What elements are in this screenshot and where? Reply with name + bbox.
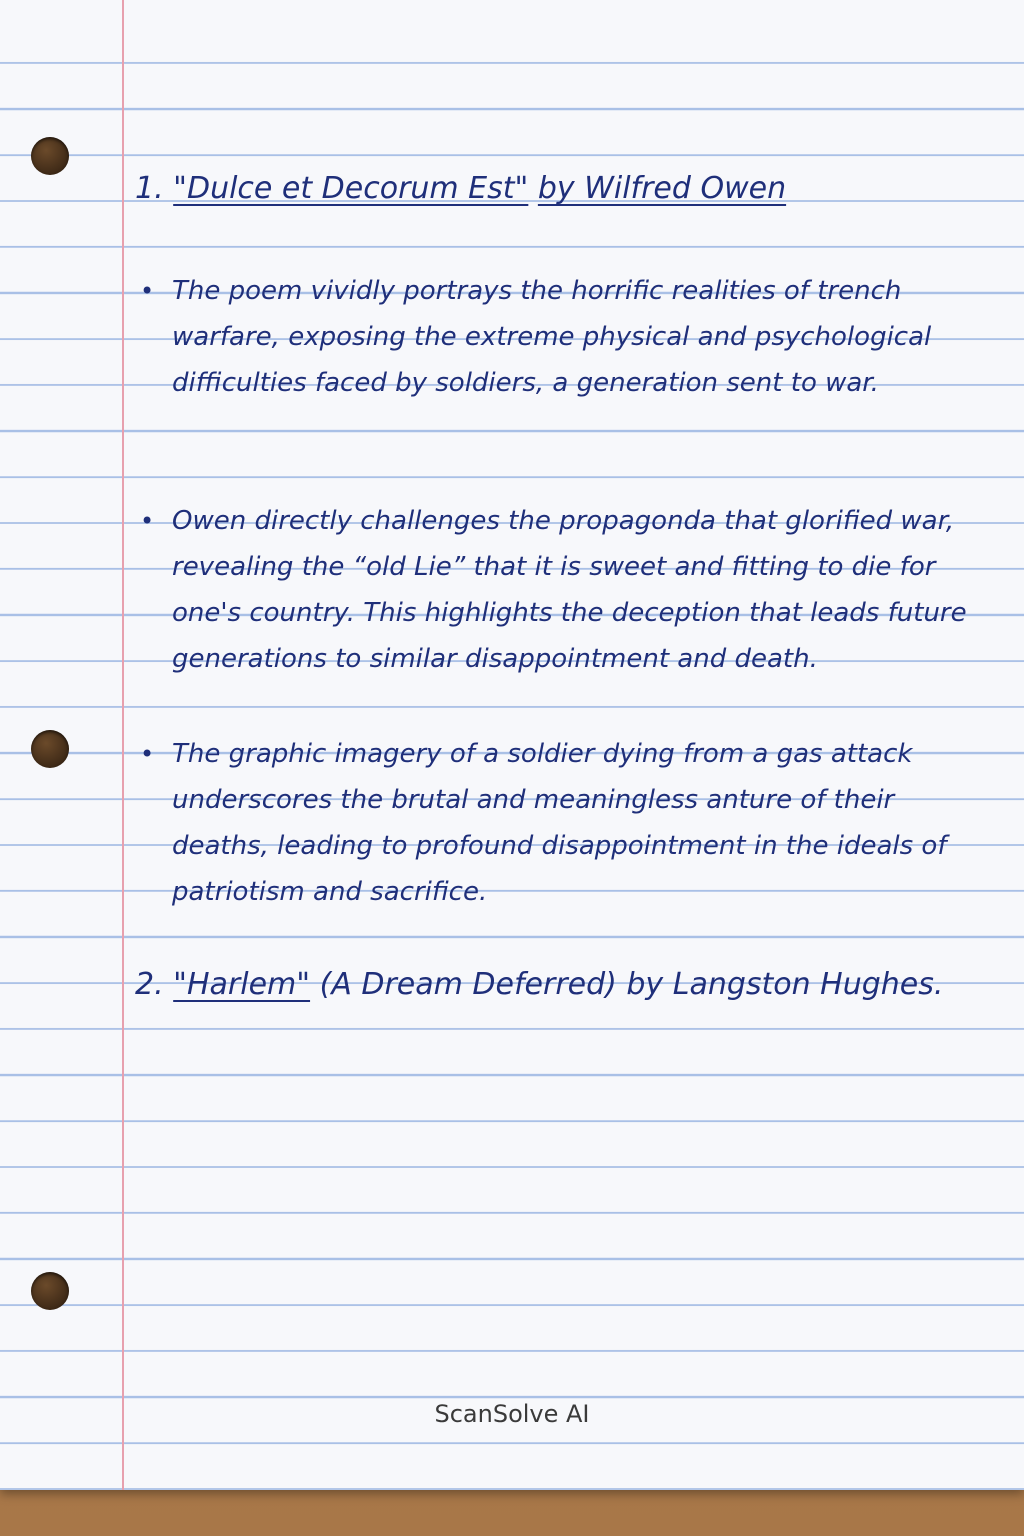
bullet-dot: • — [140, 507, 155, 535]
punch-hole — [31, 730, 69, 768]
section-2-number: 2. — [135, 967, 164, 1002]
bullet-text: The poem vividly portrays the horrific realities of trench warfare, exposing the extreme physical and psychological difficulties faced by soldiers, a generation sent to war. — [172, 276, 932, 398]
bullet-text: Owen directly challenges the propagonda that glorified war, revealing the “old Lie” that it is sweet and fitting to die for one's country. This highlights the deception that leads future generations to similar disappointment and death. — [172, 506, 967, 674]
section-2-heading — [135, 962, 943, 1008]
punch-hole — [31, 1272, 69, 1310]
bullet-dot: • — [140, 740, 155, 768]
punch-hole — [31, 137, 69, 175]
section-1-heading — [135, 166, 786, 212]
margin-line — [122, 0, 124, 1490]
section-2-rest: (A Dream Deferred) by Langston Hughes. — [319, 967, 944, 1002]
section-1-title: "Dulce et Decorum Est" — [173, 171, 529, 206]
bullet-text: The graphic imagery of a soldier dying from a gas attack underscores the brutal and meaningless anture of their deaths, leading to profound disappointment in the ideals of patriotism and sacrifice. — [172, 739, 947, 907]
section-1-number: 1. — [135, 171, 164, 206]
section-2-title: "Harlem" — [173, 967, 311, 1002]
bullet-dot: • — [140, 277, 155, 305]
footer-watermark: ScanSolve AI — [434, 1400, 590, 1428]
section-1-author: by Wilfred Owen — [537, 171, 787, 206]
